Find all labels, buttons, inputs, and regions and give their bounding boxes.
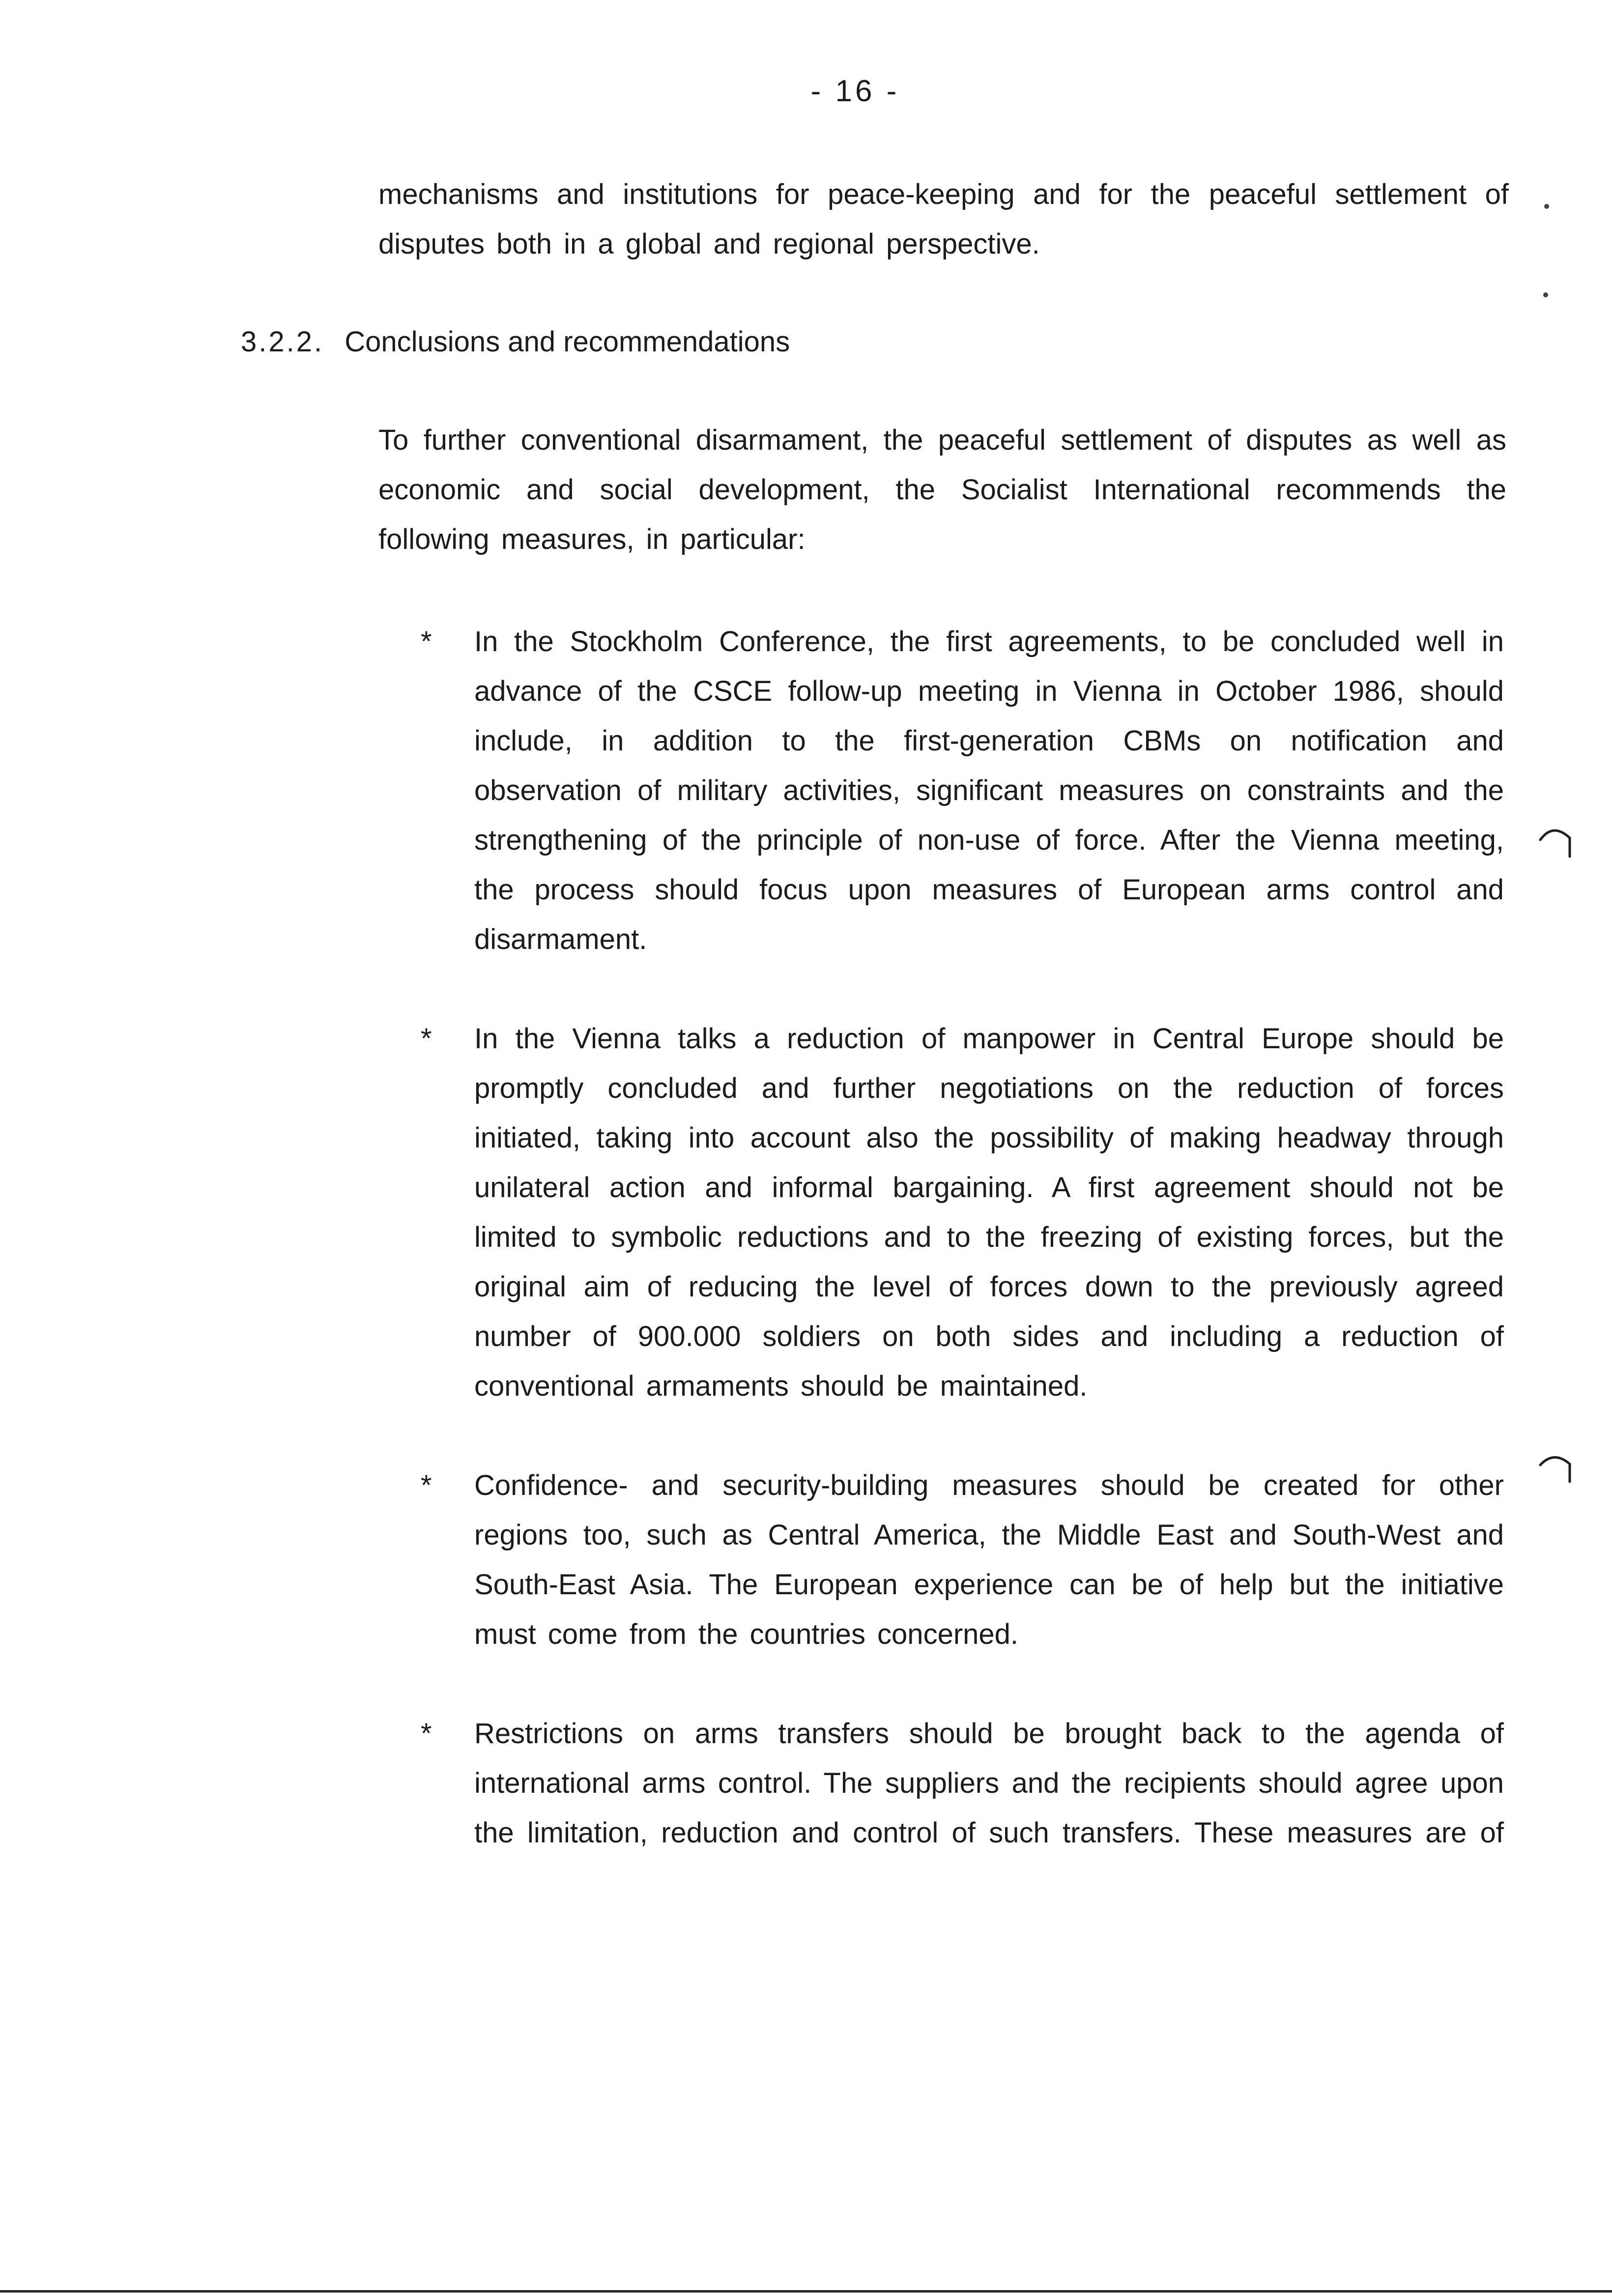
recommendation-text: Confidence- and security-building measures should be created for other regions too, such as Central America, the Middle East and South-West and South-East Asia. The European experience can be of help but the initiative must come from the countries concerned. (474, 1469, 1504, 1650)
recommendations-list (423, 617, 1504, 1907)
section-title: Conclusions and recommendations (345, 326, 790, 358)
lead-paragraph: To further conventional disarmament, the peaceful settlement of disputes as well as economic and social development, the Socialist International recommends the following measures, in particular: (378, 424, 1506, 555)
punch-hole-arc-icon (1538, 818, 1573, 862)
asterisk-bullet-icon: * (421, 1469, 432, 1501)
recommendation-item (423, 1461, 1504, 1659)
margin-dot-mark (1544, 204, 1549, 209)
recommendation-item (423, 617, 1504, 964)
recommendation-text: In the Stockholm Conference, the first agreements, to be concluded well in advance of the CSCE follow-up meeting in Vienna in October 1986, should include, in addition to the first-generation CBMs on notification and observation of military activities, significant measures on constraints and the strengthening of the principle of non-use of force. After the Vienna meeting, the process should focus upon measures of European arms control and disarmament. (474, 626, 1504, 955)
recommendation-item (423, 1014, 1504, 1411)
punch-hole-arc-icon (1538, 1447, 1573, 1492)
bottom-scan-edge-line (0, 2290, 1612, 2293)
recommendation-text: In the Vienna talks a reduction of manpower in Central Europe should be promptly concluded and further negotiations on the reduction of forces initiated, taking into account also the possibility of making headway through unilateral action and informal bargaining. A first agreement should not be limited to symbolic reductions and to the freezing of existing forces, but the original aim of reducing the level of forces down to the previously agreed number of 900.000 soldiers on both sides and including a reduction of conventional armaments should be maintained. (474, 1023, 1504, 1402)
asterisk-bullet-icon: * (421, 626, 432, 658)
asterisk-bullet-icon: * (421, 1023, 432, 1055)
section-heading (241, 317, 790, 367)
page-number: - 16 - (810, 74, 900, 108)
recommendation-item (423, 1709, 1504, 1858)
margin-dot-mark (1543, 292, 1548, 297)
intro-continuation-paragraph: mechanisms and institutions for peace-keeping and for the peaceful settlement of disputes both in a global and regional perspective. (378, 178, 1509, 260)
section-number: 3.2.2. (241, 326, 324, 358)
recommendation-text: Restrictions on arms transfers should be brought back to the agenda of international arms control. The suppliers and the recipients should agree upon the limitation, reduction and control of such transfers. These measures are of (474, 1718, 1504, 1849)
asterisk-bullet-icon: * (421, 1718, 432, 1750)
